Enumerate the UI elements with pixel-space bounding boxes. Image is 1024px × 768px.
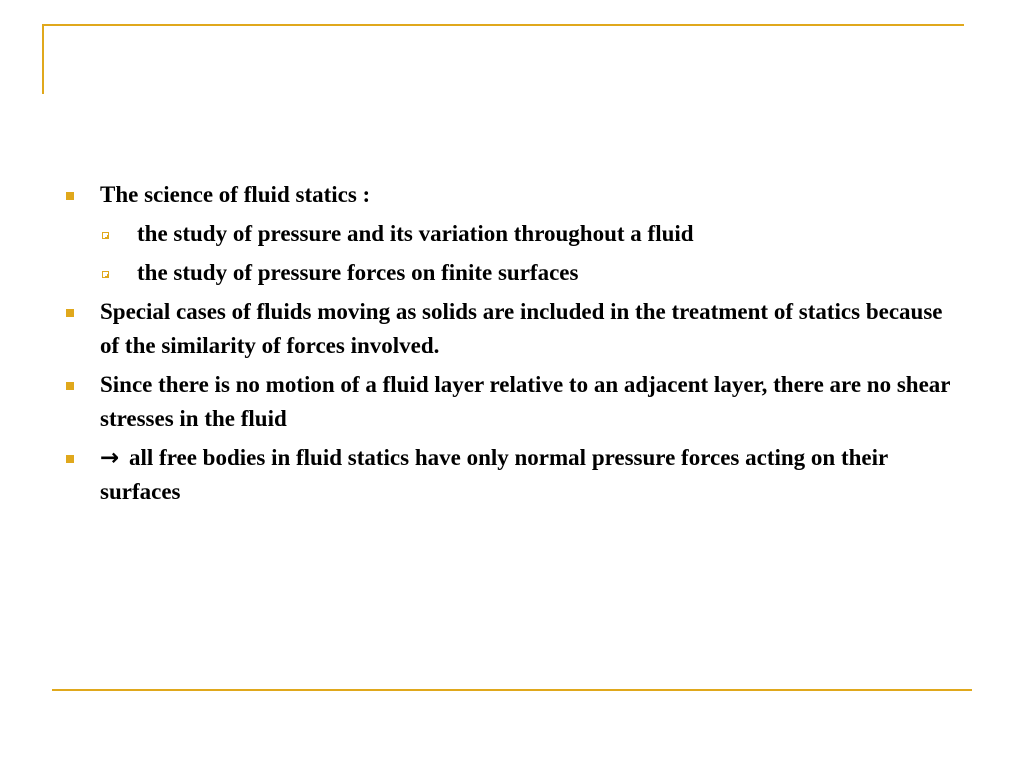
bullet-text: Since there is no motion of a fluid layer relative to an adjacent layer, there are no shear stresses in the fluid — [100, 372, 951, 431]
sub-bullet-item — [60, 217, 965, 251]
hollow-square-bullet-icon — [102, 271, 109, 278]
bullet-text: the study of pressure forces on finite surfaces — [137, 260, 579, 285]
sub-bullet-item — [60, 256, 965, 290]
bottom-border-line — [52, 689, 972, 691]
bullet-text: The science of fluid statics : — [100, 182, 371, 207]
square-bullet-icon — [66, 192, 74, 200]
bullet-item — [60, 178, 965, 212]
bullet-item — [60, 441, 965, 509]
bullet-item — [60, 368, 965, 436]
top-border-line — [42, 24, 964, 26]
bullet-text: the study of pressure and its variation throughout a fluid — [137, 221, 694, 246]
bullet-text: all free bodies in fluid statics have only normal pressure forces acting on their surfaces — [100, 445, 888, 504]
hollow-square-bullet-icon — [102, 232, 109, 239]
right-arrow-icon: → — [100, 445, 120, 471]
bullet-list — [60, 178, 965, 514]
square-bullet-icon — [66, 309, 74, 317]
square-bullet-icon — [66, 382, 74, 390]
bullet-item — [60, 295, 965, 363]
left-border-line — [42, 24, 44, 94]
square-bullet-icon — [66, 455, 74, 463]
bullet-text: Special cases of fluids moving as solids are included in the treatment of statics because of the similarity of forces involved. — [100, 299, 943, 358]
